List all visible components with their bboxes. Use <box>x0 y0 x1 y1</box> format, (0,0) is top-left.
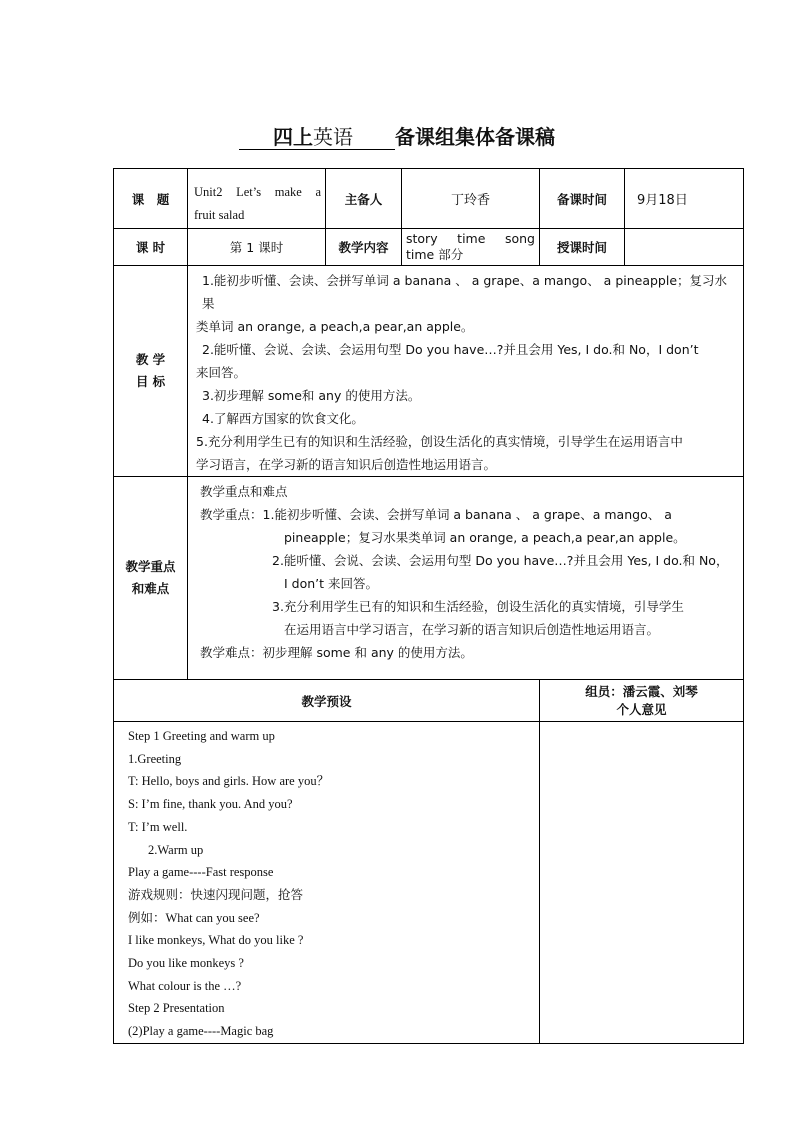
keypoints-content <box>188 477 744 680</box>
title-course: 英语 <box>313 125 353 149</box>
keypoints-heading: 教学重点和难点 <box>200 484 288 499</box>
page-title <box>0 121 794 150</box>
objectives-label-line1: 教 学 <box>135 352 166 367</box>
topic-label: 课 题 <box>114 169 188 229</box>
title-doc-type: 备课组集体备课稿 <box>395 125 555 149</box>
key-line-3: 2.能听懂、会说、会读、会运用句型 Do you have…?并且会用 Yes, I do.和 No， <box>272 553 729 568</box>
keypoints-label-line1: 教学重点 <box>125 559 176 574</box>
topic-value-line1: Unit2 Let’s make a <box>194 185 321 199</box>
step-line: 例如：What can you see? <box>128 910 260 925</box>
table-row-steps <box>114 722 744 1044</box>
members-line: 组员：潘云霞、刘琴 <box>585 684 698 699</box>
period-value: 第 1 课时 <box>188 229 326 266</box>
step-line: What colour is the …? <box>128 978 242 993</box>
preset-heading: 教学预设 <box>114 680 540 722</box>
personal-opinion-label: 个人意见 <box>616 702 667 717</box>
objective-line: 5.充分利用学生已有的知识和生活经验，创设生活化的真实情境，引导学生在运用语言中 <box>196 434 683 449</box>
key-line-1 <box>200 503 737 526</box>
difficulty-line: 教学难点：初步理解 some 和 any 的使用方法。 <box>200 645 473 660</box>
period-label: 课 时 <box>114 229 188 266</box>
step-line: 游戏规则：快速闪现问题，抢答 <box>128 887 304 902</box>
key-line-5: 3.充分利用学生已有的知识和生活经验，创设生活化的真实情境，引导学生 <box>272 599 684 614</box>
content-value-line1: story time song <box>406 231 535 246</box>
objectives-label-line2: 目 标 <box>135 374 166 389</box>
step-line: Step 2 Presentation <box>128 1001 225 1016</box>
step-line: T: Hello, boys and girls. How are you？ <box>128 774 330 789</box>
host-value: 丁玲香 <box>402 169 540 229</box>
objective-line: 1.能初步听懂、会读、会拼写单词 a banana 、 a grape、a mango、 a pineapple；复习水果 <box>202 273 728 311</box>
content-label: 教学内容 <box>326 229 402 266</box>
table-row-period <box>114 229 744 266</box>
key-text: 1.能初步听懂、会读、会拼写单词 a banana 、 a grape、a mango、 a <box>262 507 672 522</box>
table-row-objectives <box>114 266 744 477</box>
table-row-keypoints <box>114 477 744 680</box>
personal-opinion-cell <box>540 722 744 1044</box>
key-line-2: pineapple；复习水果类单词 an orange, a peach,a pear,an apple。 <box>284 530 686 545</box>
step-line: S: I’m fine, thank you. And you? <box>128 797 293 812</box>
topic-value-line2: fruit salad <box>194 208 245 222</box>
step-line: 1.Greeting <box>128 751 182 766</box>
step-line: Step 1 Greeting and warm up <box>128 729 275 743</box>
key-line-4: I don’t 来回答。 <box>284 576 379 591</box>
objective-line: 4.了解西方国家的饮食文化。 <box>202 411 364 426</box>
table-row-topic <box>114 169 744 229</box>
content-value <box>402 229 540 266</box>
content-value-line2: time 部分 <box>406 247 464 262</box>
keypoints-label-line2: 和难点 <box>131 581 170 596</box>
steps-content <box>114 722 540 1044</box>
step-line: I like monkeys, What do you like ? <box>128 933 304 948</box>
lesson-plan-table <box>113 168 744 1044</box>
members-cell <box>540 680 744 722</box>
topic-value <box>188 169 326 229</box>
title-subject <box>239 125 395 150</box>
objective-line: 2.能听懂、会说、会读、会运用句型 Do you have…?并且会用 Yes, I do.和 No，I don’t <box>202 342 699 357</box>
objectives-content <box>188 266 744 477</box>
step-line: 2.Warm up <box>148 842 204 857</box>
keypoints-label <box>114 477 188 680</box>
prep-time-label: 备课时间 <box>540 169 625 229</box>
host-label: 主备人 <box>326 169 402 229</box>
step-line: Play a game----Fast response <box>128 865 274 880</box>
key-label: 教学重点： <box>200 507 263 522</box>
teach-time-label: 授课时间 <box>540 229 625 266</box>
step-line: Do you like monkeys ? <box>128 956 244 971</box>
objective-line: 类单词 an orange, a peach,a pear,an apple。 <box>196 319 474 334</box>
step-line: T: I’m well. <box>128 819 188 834</box>
objectives-label <box>114 266 188 477</box>
teach-time-value <box>625 229 744 266</box>
key-line-6: 在运用语言中学习语言，在学习新的语言知识后创造性地运用语言。 <box>284 622 660 637</box>
table-row-preset-header <box>114 680 744 722</box>
objective-line: 学习语言，在学习新的语言知识后创造性地运用语言。 <box>196 457 497 472</box>
step-line: (2)Play a game----Magic bag <box>128 1024 274 1039</box>
prep-time-value: 9月18日 <box>625 169 744 229</box>
title-grade: 四上 <box>273 125 313 149</box>
objective-line: 3.初步理解 some和 any 的使用方法。 <box>202 388 421 403</box>
objective-line: 来回答。 <box>196 365 247 380</box>
